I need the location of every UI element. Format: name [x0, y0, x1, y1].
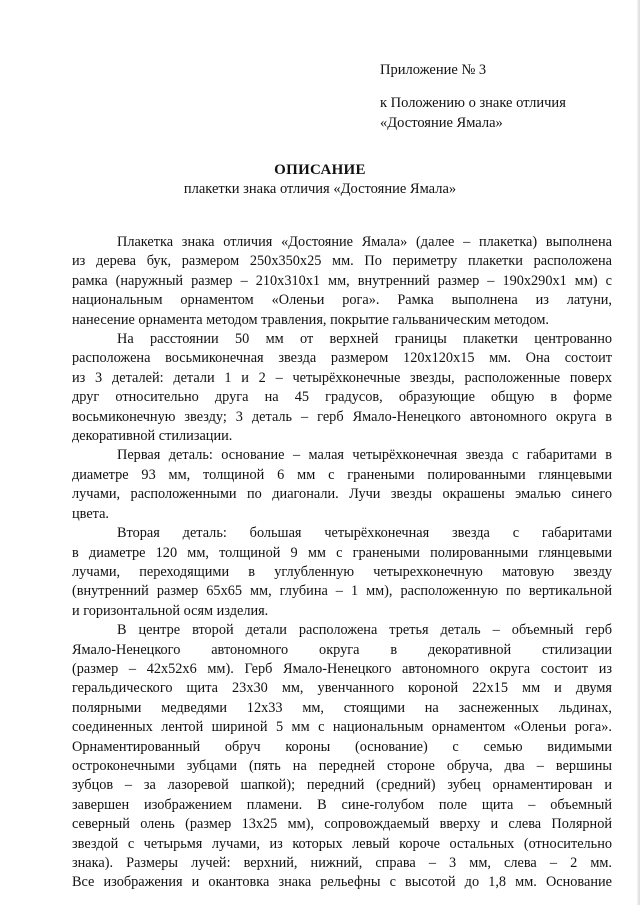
paragraph-line: и горизонтальной осям изделия. — [72, 602, 269, 619]
paragraph-line: остроконечными зубцами (пять на передней стороне обруча, два – вершины — [72, 757, 612, 774]
paragraph-line: Орнаментированный обруч короны (основание) с семью видимыми — [72, 738, 612, 755]
paragraph-line: декоративной стилизации. — [72, 428, 233, 445]
paragraph-line: звездой с четырьмя лучами, из которых левый короче остальных (относительно — [72, 835, 612, 852]
paragraph-line: геральдического щита 23х30 мм, увенчанного короной 22х15 мм и двумя — [72, 680, 612, 697]
paragraph-line: (внутренний размер 65х65 мм, глубина – 1 мм), расположенную по вертикальной — [72, 583, 612, 600]
paragraph-line: завершен изображением пламени. В сине-голубом поле щита – объемный — [72, 796, 612, 813]
paragraph-line: национальным орнаментом «Оленьи рога». Рамка выполнена из латуни, — [72, 292, 612, 309]
body-paragraph — [72, 621, 612, 893]
paragraph-line: В центре второй детали расположена третья деталь – объемный герб — [117, 622, 612, 639]
appendix-reference-line-1: к Положению о знаке отличия — [380, 95, 566, 111]
paragraph-line: диаметре 93 мм, толщиной 6 мм с гранеными полированными глянцевыми — [72, 466, 612, 483]
paragraph-line: нанесение орнамента методом травления, покрытие гальваническим методом. — [72, 311, 549, 328]
paragraph-line: рамка (наружный размер – 210х310х1 мм, внутренний размер – 190х290х1 мм) с — [72, 272, 612, 289]
paragraph-line: цвета. — [72, 505, 110, 522]
document-title: ОПИСАНИЕ — [274, 162, 366, 178]
paragraph-line: (размер – 42х52х6 мм). Герб Ямало-Ненецкого автономного округа состоит из — [72, 660, 612, 677]
paragraph-line: друг относительно друга на 45 градусов, образующие общую в форме — [72, 389, 612, 406]
body-paragraph — [72, 233, 612, 330]
paragraph-line: полярными медведями 12х33 мм, стоящими на заснеженных льдинах, — [72, 699, 612, 716]
appendix-header — [380, 60, 566, 133]
paragraph-line: северный олень (размер 13х25 мм), сопровождаемый вверху и слева Полярной — [72, 816, 612, 833]
document-subtitle: плакетки знака отличия «Достояние Ямала» — [183, 181, 457, 197]
document-body — [72, 233, 612, 893]
paragraph-line: лучами, расположенными по диагонали. Лучи звезды окрашены эмалью синего — [72, 486, 612, 503]
paragraph-line: Плакетка знака отличия «Достояние Ямала» (далее – плакетка) выполнена — [117, 234, 612, 250]
paragraph-line: лучами, переходящими в углубленную четырехконечную матовую звезду — [72, 563, 612, 580]
paragraph-line: Первая деталь: основание – малая четырёхконечная звезда с габаритами в — [117, 447, 612, 464]
paragraph-line: восьмиконечную звезду; 3 деталь – герб Ямало-Ненецкого автономного округа в — [72, 408, 612, 425]
body-paragraph — [72, 330, 612, 446]
appendix-number: Приложение № 3 — [380, 62, 487, 78]
paragraph-line: Все изображения и окантовка знака рельефны с высотой до 1,8 мм. Основание — [72, 874, 612, 891]
paragraph-line: в диаметре 120 мм, толщиной 9 мм с гранеными полированными глянцевыми — [72, 544, 612, 561]
paragraph-line: знака). Размеры лучей: верхний, нижний, справа – 3 мм, слева – 2 мм. — [72, 855, 612, 871]
paragraph-line: из 3 деталей: детали 1 и 2 – четырёхконечные звезды, расположенные поверх — [72, 369, 612, 386]
paragraph-line: расположена восьмиконечная звезда размером 120х120х15 мм. Она состоит — [72, 350, 612, 367]
appendix-reference-line-2: «Достояние Ямала» — [380, 115, 503, 131]
paragraph-line: На расстоянии 50 мм от верхней границы плакетки центрованно — [117, 331, 612, 348]
paragraph-line: Ямало-Ненецкого автономного округа в декоративной стилизации — [72, 641, 612, 658]
paragraph-line: Вторая деталь: большая четырёхконечная звезда с габаритами — [117, 525, 612, 542]
body-paragraph — [72, 524, 612, 621]
paragraph-line: из дерева бук, размером 250х350х25 мм. По периметру плакетки расположена — [72, 253, 612, 270]
paragraph-line: соединенных лентой шириной 5 мм с национальным орнаментом «Оленьи рога». — [72, 719, 612, 736]
paragraph-line: зубцов – за лазоревой шапкой); передний (средний) зубец орнаментирован и — [72, 777, 612, 794]
body-paragraph — [72, 446, 612, 524]
